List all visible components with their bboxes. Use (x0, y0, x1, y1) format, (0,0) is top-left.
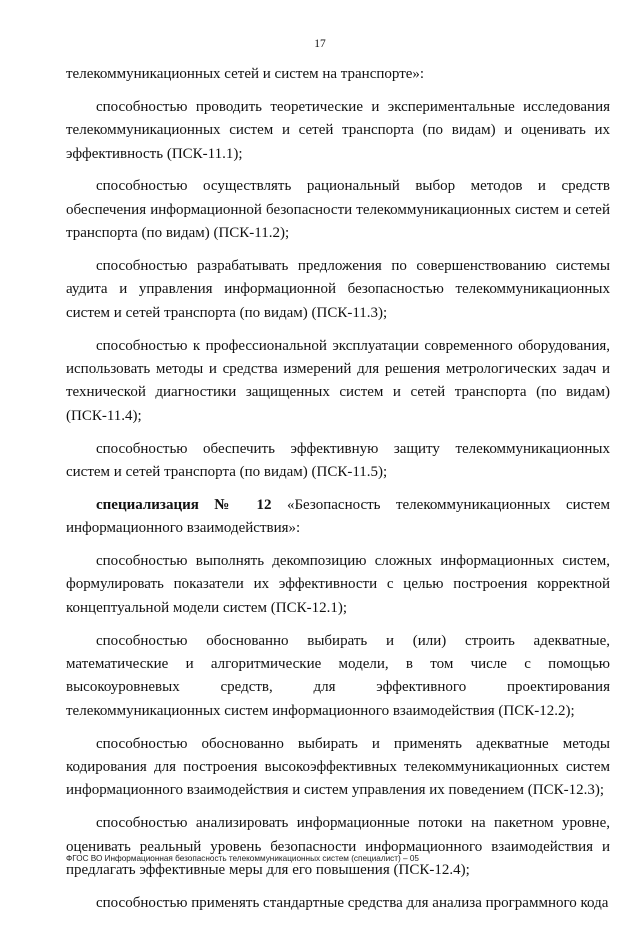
paragraph-text: способностью к профессиональной эксплуатации современного оборудования, использовать методы и средства измерений для решения метрологических задач и технической диагностики защищенных систем и сетей транспорта (по видам) (ПСК-11.4); (66, 337, 610, 424)
paragraph-text: телекоммуникационных сетей и систем на транспорте»: (66, 66, 425, 82)
paragraph (66, 438, 610, 485)
paragraph-text: способностью применять стандартные средства для анализа программного кода (96, 894, 609, 911)
paragraph (66, 630, 610, 724)
paragraph (66, 812, 610, 882)
paragraph (66, 733, 610, 803)
paragraph-text: способностью выполнять декомпозицию сложных информационных систем, формулировать показатели их эффективности с целью построения корректной концептуальной модели систем (ПСК-12.1); (66, 553, 610, 616)
specialization-label: специализация № 12 (96, 496, 272, 513)
page-footer: ФГОС ВО Информационная безопасность телекоммуникационных систем (специалист) – 05 (66, 854, 419, 863)
paragraph-text: способностью обеспечить эффективную защиту телекоммуникационных систем и сетей транспорта (по видам) (ПСК-11.5); (66, 440, 610, 481)
paragraph (66, 96, 610, 166)
paragraph (66, 335, 610, 429)
paragraph (66, 550, 610, 620)
paragraph (66, 175, 610, 245)
page-number: 17 (314, 38, 326, 50)
specialization-heading (66, 494, 610, 541)
paragraph-text: способностью осуществлять рациональный выбор методов и средств обеспечения информационной безопасности телекоммуникационных систем и сетей транспорта (по видам) (ПСК-11.2); (66, 178, 610, 242)
paragraph-text: способностью проводить теоретические и экспериментальные исследования телекоммуникационных систем и сетей транспорта (по видам) и оценивать их эффективность (ПСК-11.1); (66, 98, 610, 162)
document-body (66, 63, 610, 925)
paragraph (66, 892, 610, 915)
paragraph (66, 63, 610, 86)
paragraph-text: способностью разрабатывать предложения по совершенствованию системы аудита и управления информационной безопасностью телекоммуникационных систем и сетей транспорта (по видам) (ПСК-11.3); (66, 258, 610, 321)
paragraph-text: способностью анализировать информационные потоки на пакетном уровне, оценивать реальный уровень безопасности информационного взаимодействия и предлагать эффективные меры для его повышения (ПСК-12.4); (66, 815, 610, 879)
specialization-title: «Безопасность телекоммуникационных систем информационного взаимодействия»: (66, 496, 610, 537)
paragraph-text: способностью обоснованно выбирать и (или) строить адекватные, математические и алгоритмические модели, в том числе с помощью высокоуровневых средств, для эффективного проектирования телекоммуникационных систем информационного взаимодействия (ПСК-12.2); (66, 632, 610, 719)
paragraph (66, 255, 610, 325)
paragraph-text: способностью обоснованно выбирать и применять адекватные методы кодирования для построения высокоэффективных телекоммуникационных систем информационного взаимодействия и систем управления их поведением (ПСК-12.3); (66, 735, 610, 799)
